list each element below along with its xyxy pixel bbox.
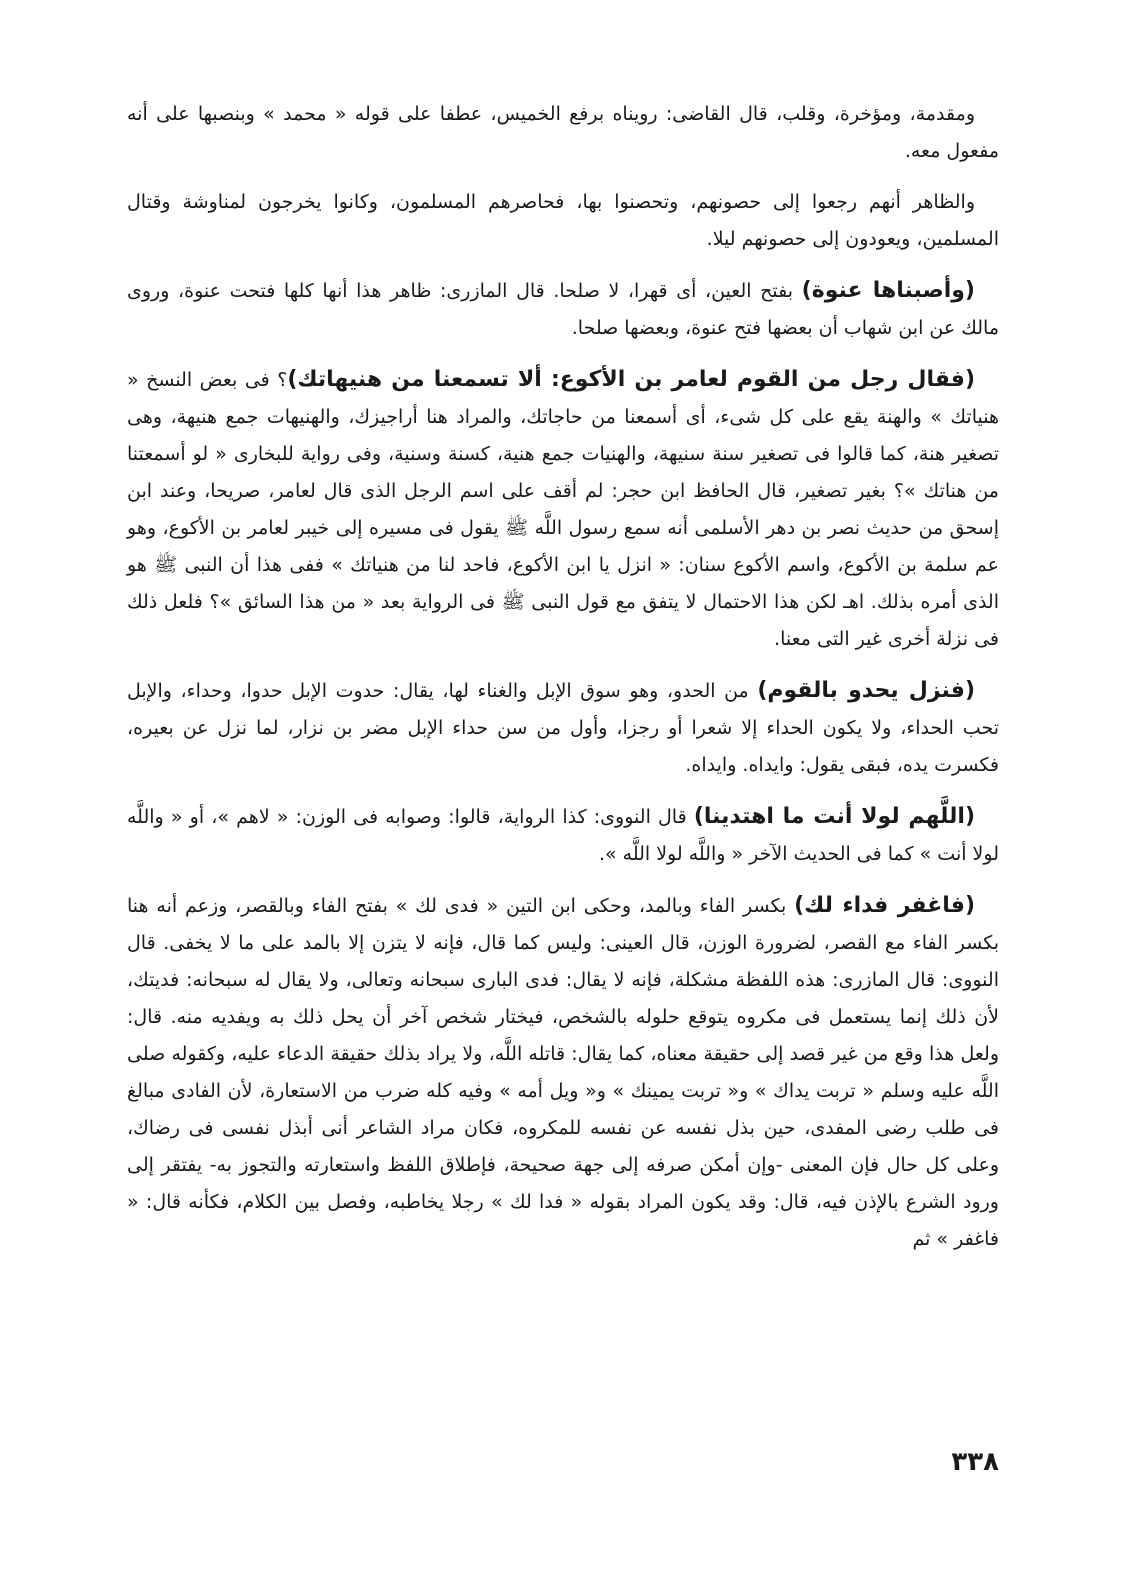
lemma-heading: (فقال رجل من القوم لعامر بن الأكوع: ألا تسمعنا من هنيهاتك) <box>287 367 975 392</box>
paragraph-text: ؟ فى بعض النسخ « هنياتك » والهنة يقع على كل شىء، أى أسمعنا من حاجاتك، والمراد هنا أراجيزك، والهنيهات جمع هنيهة، وهى تصغير هنة، كما قالوا فى تصغير سنة سنيهة، والهنيات جمع هنية، كسنة وسنية، وفى رواية للبخارى « لو أسمعتنا من هناتك »؟ بغير تصغير، قال الحافظ ابن حجر: لم أقف على اسم الرجل الذى قال لعامر، صريحا، وعند ابن إسحق من حديث نصر بن دهر الأسلمى أنه سمع رسول اللَّه ﷺ يقول فى مسيره إلى خيبر لعامر بن الأكوع، وهو عم سلمة بن الأكوع، واسم الأكوع سنان: « انزل يا ابن الأكوع، فاحد لنا من هنياتك » ففى هذا أن النبى ﷺ هو الذى أمره بذلك. اهـ لكن هذا الاحتمال لا يتفق مع قول النبى ﷺ فى الرواية بعد « من هذا السائق »؟ فلعل ذلك فى نزلة أخرى غير التى معنا. <box>127 369 999 650</box>
lemma-heading: (فنزل يحدو بالقوم) <box>757 678 976 703</box>
paragraph-4 <box>127 361 999 658</box>
lemma-heading: (فاغفر فداء لك) <box>794 893 975 918</box>
paragraph-1 <box>127 96 999 170</box>
paragraph-text: ومقدمة، ومؤخرة، وقلب، قال القاضى: رويناه برفع الخميس، عطفا على قوله « محمد » وبنصبها على أنه مفعول معه. <box>127 103 999 162</box>
paragraph-6 <box>127 798 999 873</box>
paragraph-text: بكسر الفاء وبالمد، وحكى ابن التين « فدى لك » بفتح الفاء وبالقصر، وزعم أنه هنا بكسر الفاء مع القصر، لضرورة الوزن، قال العينى: وليس كما قال، فإنه لا يتزن إلا بالمد على ما لا يخفى. قال النووى: قال المازرى: هذه اللفظة مشكلة، فإنه لا يقال: فدى البارى سبحانه وتعالى، ولا يقال له سبحانه: فديتك، لأن ذلك إنما يستعمل فى مكروه يتوقع حلوله بالشخص، فيختار شخص آخر أن يحل ذلك به ويفديه منه. قال: ولعل هذا وقع من غير قصد إلى حقيقة معناه، كما يقال: قاتله اللَّه، ولا يراد بذلك حقيقة الدعاء عليه، وكقوله صلى اللَّه عليه وسلم « تربت يداك » و« تربت يمينك » و« ويل أمه » وفيه كله ضرب من الاستعارة، لأن الفادى مبالغ فى طلب رضى المفدى، حين بذل نفسه عن نفسه للمكروه، فكان مراد الشاعر أنى أبذل نفسى فى رضاك، وعلى كل حال فإن المعنى -وإن أمكن صرفه إلى جهة صحيحة، فإطلاق اللفظ واستعارته والتجوز به- يفتقر إلى ورود الشرع بالإذن فيه، قال: وقد يكون المراد بقوله « فدا لك » رجلا يخاطبه، وفصل بين الكلام، فكأنه قال: « فاغفر » ثم <box>127 895 999 1250</box>
paragraph-text: بفتح العين، أى قهرا، لا صلحا. قال المازرى: ظاهر هذا أنها كلها فتحت عنوة، وروى مالك عن ابن شهاب أن بعضها فتح عنوة، وبعضها صلحا. <box>127 280 999 339</box>
lemma-heading: (اللَّهم لولا أنت ما اهتدينا) <box>693 804 975 829</box>
paragraph-text: والظاهر أنهم رجعوا إلى حصونهم، وتحصنوا بها، فحاصرهم المسلمون، وكانوا يخرجون لمناوشة وقتال المسلمين، ويعودون إلى حصونهم ليلا. <box>127 191 999 250</box>
paragraph-7 <box>127 887 999 1258</box>
page-body <box>127 96 999 1272</box>
paragraph-5 <box>127 672 999 784</box>
lemma-heading: (وأصبناها عنوة) <box>801 278 975 303</box>
paragraph-2 <box>127 184 999 258</box>
paragraph-text: قال النووى: كذا الرواية، قالوا: وصوابه فى الوزن: « لاهم »، أو « واللَّه لولا أنت » كما فى الحديث الآخر « واللَّه لولا اللَّه ». <box>127 806 999 865</box>
paragraph-3 <box>127 272 999 347</box>
page-number: ٣٣٨ <box>951 1447 999 1477</box>
paragraph-text: من الحدو، وهو سوق الإبل والغناء لها، يقال: حدوت الإبل حدوا، وحداء، والإبل تحب الحداء، ولا يكون الحداء إلا شعرا أو رجزا، وأول من سن حداء الإبل مضر بن نزار، لما نزل عن بعيره، فكسرت يده، فبقى يقول: وايداه. وايداه. <box>127 680 999 776</box>
